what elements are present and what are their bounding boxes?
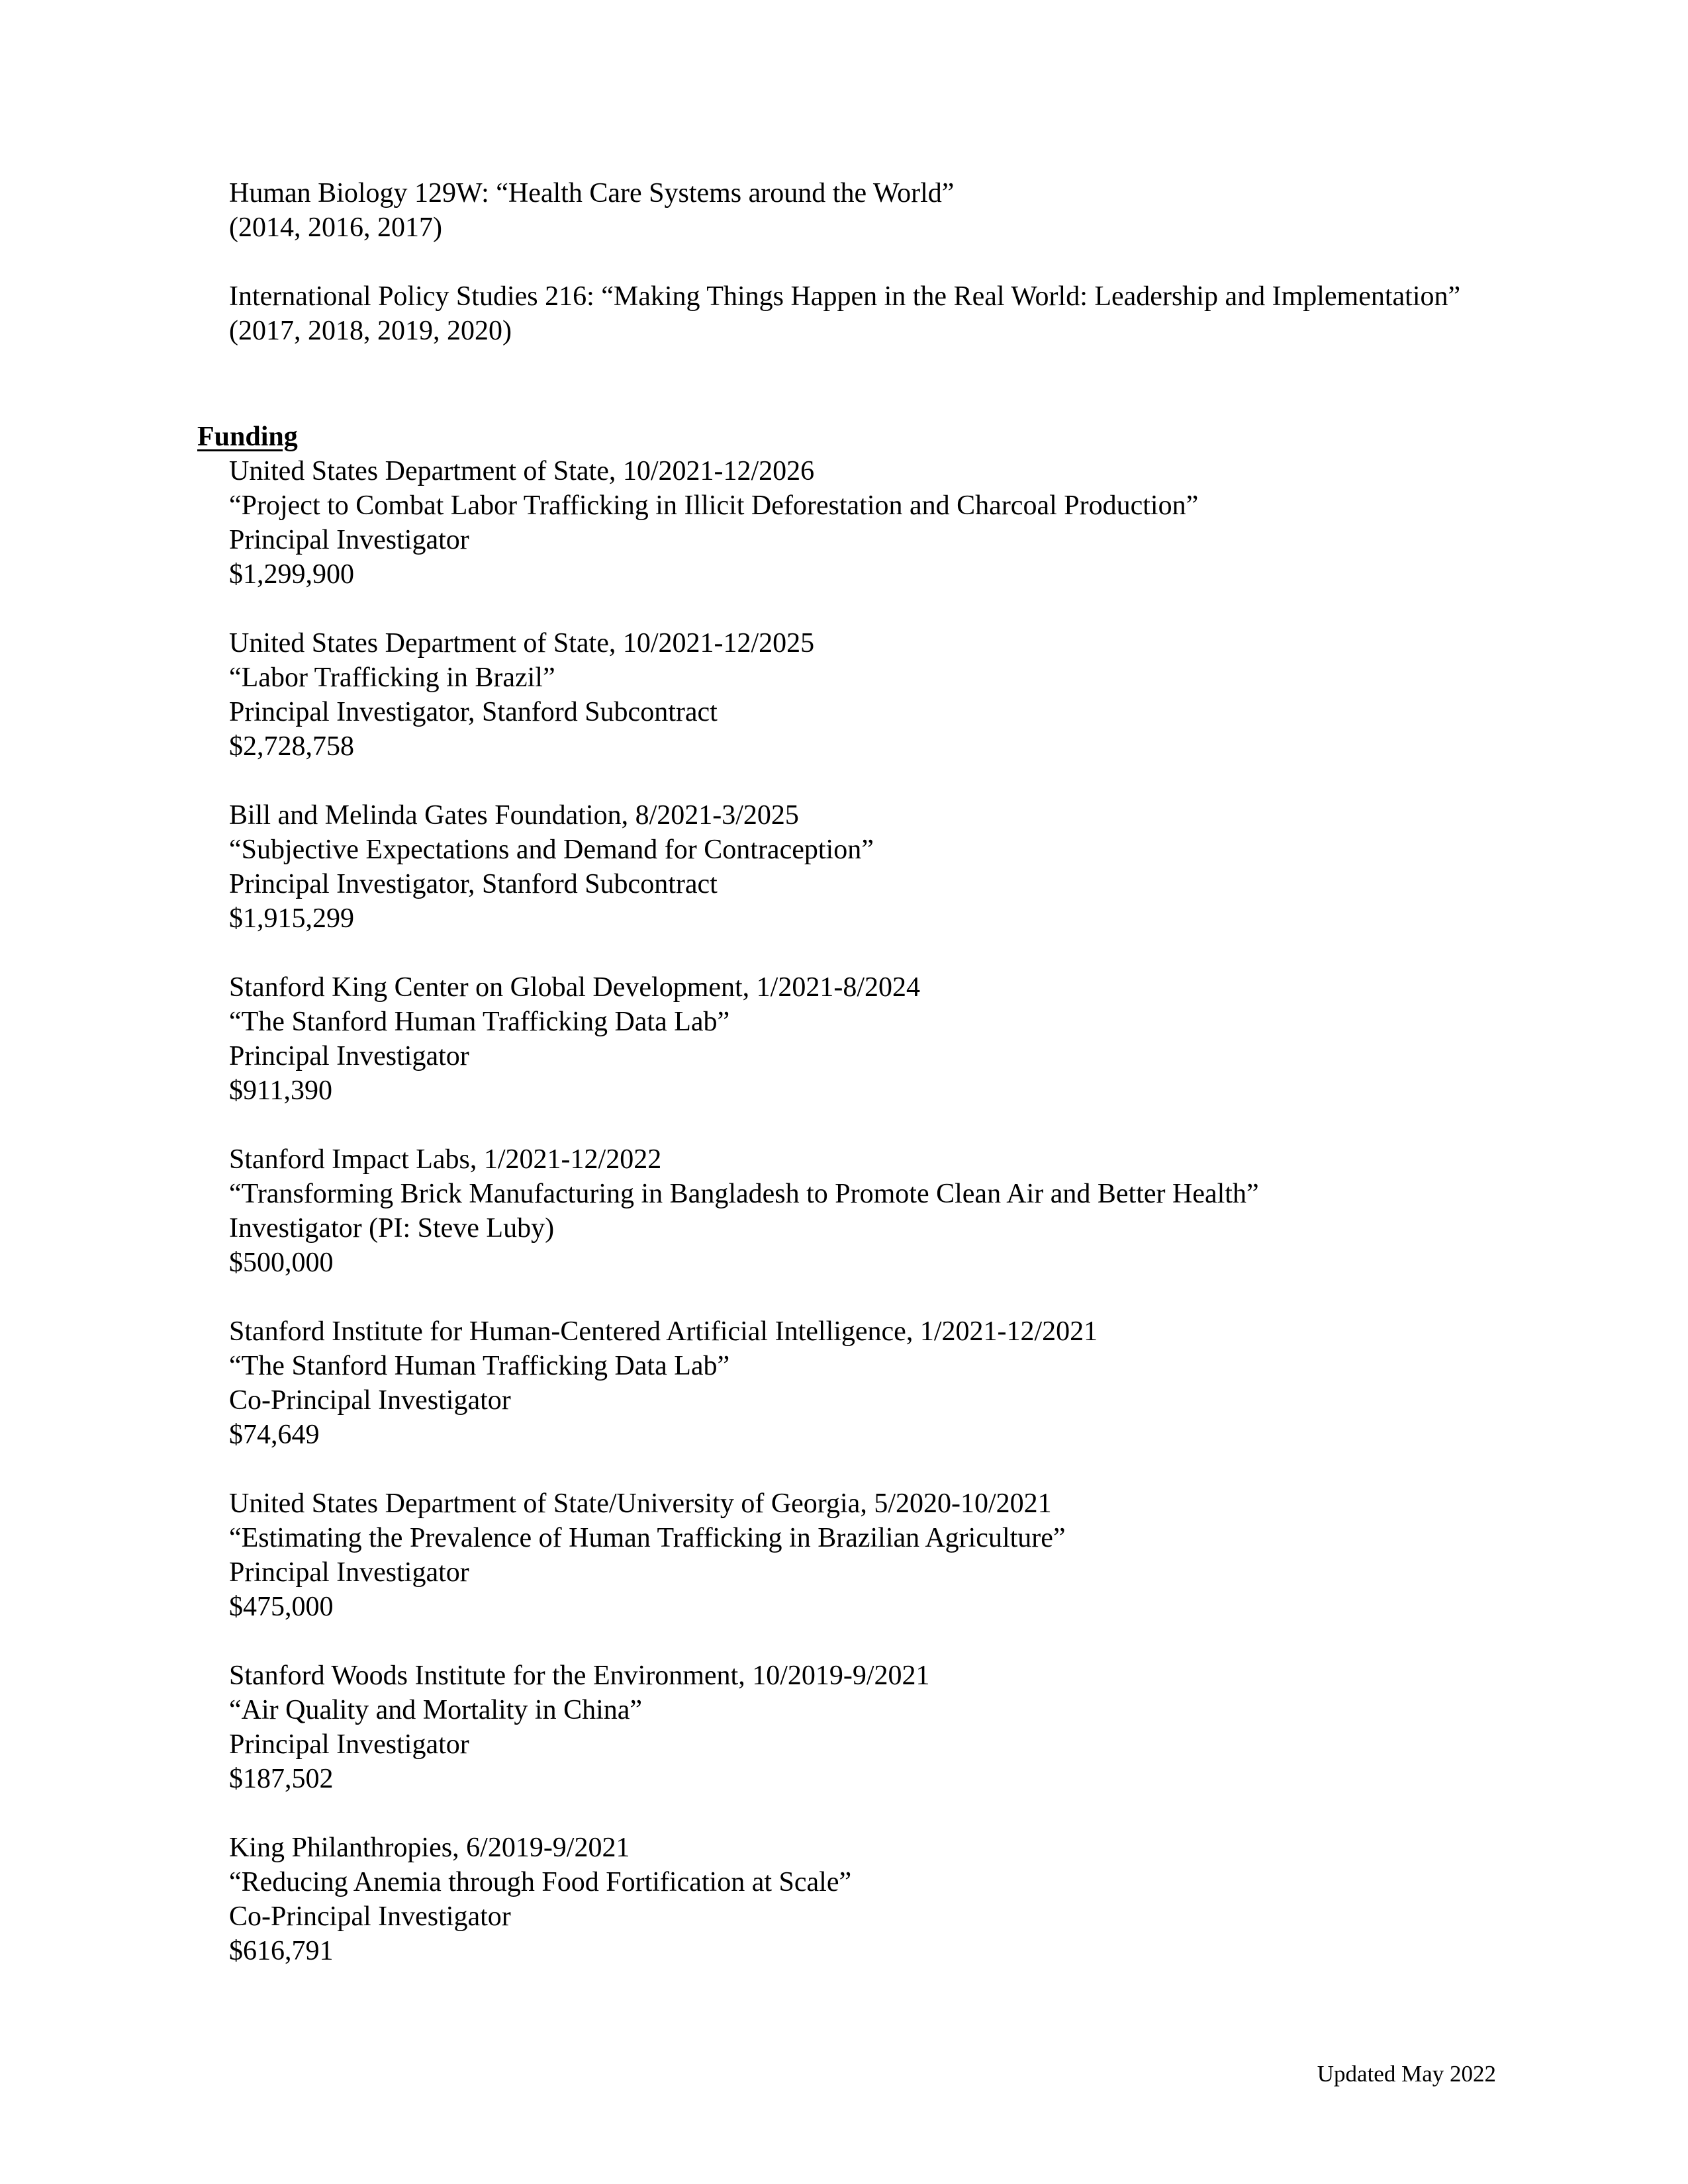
updated-date-footer: Updated May 2022 — [1317, 2061, 1496, 2087]
section-heading: Funding — [197, 422, 298, 452]
grant-sponsor: United States Department of State/University of Georgia, 5/2020-10/2021 — [229, 1488, 1052, 1519]
grant-role: Principal Investigator — [229, 1557, 469, 1588]
grant-project: “Reducing Anemia through Food Fortification at Scale” — [229, 1867, 852, 1897]
grant-sponsor: Stanford Impact Labs, 1/2021-12/2022 — [229, 1144, 662, 1175]
grant-role: Principal Investigator, Stanford Subcontract — [229, 697, 718, 727]
grant-sponsor: Stanford Institute for Human-Centered Artificial Intelligence, 1/2021-12/2021 — [229, 1316, 1098, 1347]
course-years: (2017, 2018, 2019, 2020) — [229, 316, 512, 346]
grant-amount: $2,728,758 — [229, 731, 354, 762]
grant-amount: $500,000 — [229, 1248, 334, 1278]
grant-amount: $616,791 — [229, 1936, 334, 1966]
grant-sponsor: Bill and Melinda Gates Foundation, 8/2021-3/2025 — [229, 800, 799, 831]
grant-entry — [229, 970, 1488, 1108]
grant-role: Investigator (PI: Steve Luby) — [229, 1213, 555, 1244]
course-years: (2014, 2016, 2017) — [229, 212, 442, 243]
grant-entry — [229, 454, 1488, 592]
course-list — [229, 176, 1487, 383]
grant-project: “Estimating the Prevalence of Human Trafficking in Brazilian Agriculture” — [229, 1523, 1066, 1553]
course-entry — [229, 279, 1487, 348]
grant-project: “The Stanford Human Trafficking Data Lab” — [229, 1007, 730, 1037]
funding-section — [197, 420, 1488, 2003]
grant-project: “Transforming Brick Manufacturing in Bangladesh to Promote Clean Air and Better Health” — [229, 1179, 1259, 1209]
grant-entry — [229, 1831, 1488, 1968]
grant-project: “The Stanford Human Trafficking Data Lab” — [229, 1351, 730, 1381]
grant-project: “Air Quality and Mortality in China” — [229, 1695, 643, 1725]
grant-amount: $1,299,900 — [229, 559, 354, 590]
grant-sponsor: United States Department of State, 10/2021-12/2025 — [229, 628, 815, 659]
grant-entry — [229, 626, 1488, 764]
grant-sponsor: Stanford King Center on Global Development, 1/2021-8/2024 — [229, 972, 920, 1003]
grant-amount: $74,649 — [229, 1420, 320, 1450]
grant-entry — [229, 798, 1488, 936]
grant-amount: $187,502 — [229, 1764, 334, 1794]
grant-sponsor: United States Department of State, 10/2021-12/2026 — [229, 456, 815, 486]
grant-sponsor: King Philanthropies, 6/2019-9/2021 — [229, 1833, 630, 1863]
grant-role: Principal Investigator, Stanford Subcontract — [229, 869, 718, 899]
grant-amount: $475,000 — [229, 1592, 334, 1622]
course-entry — [229, 176, 1487, 245]
grant-entry — [229, 1314, 1488, 1452]
grant-role: Principal Investigator — [229, 525, 469, 555]
course-title: International Policy Studies 216: “Making Things Happen in the Real World: Leadership and Implementation” — [229, 281, 1461, 312]
grant-entry — [229, 1659, 1488, 1796]
grant-amount: $911,390 — [229, 1075, 332, 1106]
grant-sponsor: Stanford Woods Institute for the Environment, 10/2019-9/2021 — [229, 1661, 930, 1691]
grant-role: Co-Principal Investigator — [229, 1901, 511, 1932]
course-title: Human Biology 129W: “Health Care Systems around the World” — [229, 178, 955, 208]
grant-role: Co-Principal Investigator — [229, 1385, 511, 1416]
grant-role: Principal Investigator — [229, 1041, 469, 1071]
grant-role: Principal Investigator — [229, 1729, 469, 1760]
grant-list — [229, 454, 1488, 1968]
grant-project: “Subjective Expectations and Demand for Contraception” — [229, 835, 874, 865]
grant-entry — [229, 1486, 1488, 1624]
grant-project: “Labor Trafficking in Brazil” — [229, 662, 555, 693]
grant-project: “Project to Combat Labor Trafficking in Illicit Deforestation and Charcoal Production” — [229, 490, 1199, 521]
grant-amount: $1,915,299 — [229, 903, 354, 934]
grant-entry — [229, 1142, 1488, 1280]
